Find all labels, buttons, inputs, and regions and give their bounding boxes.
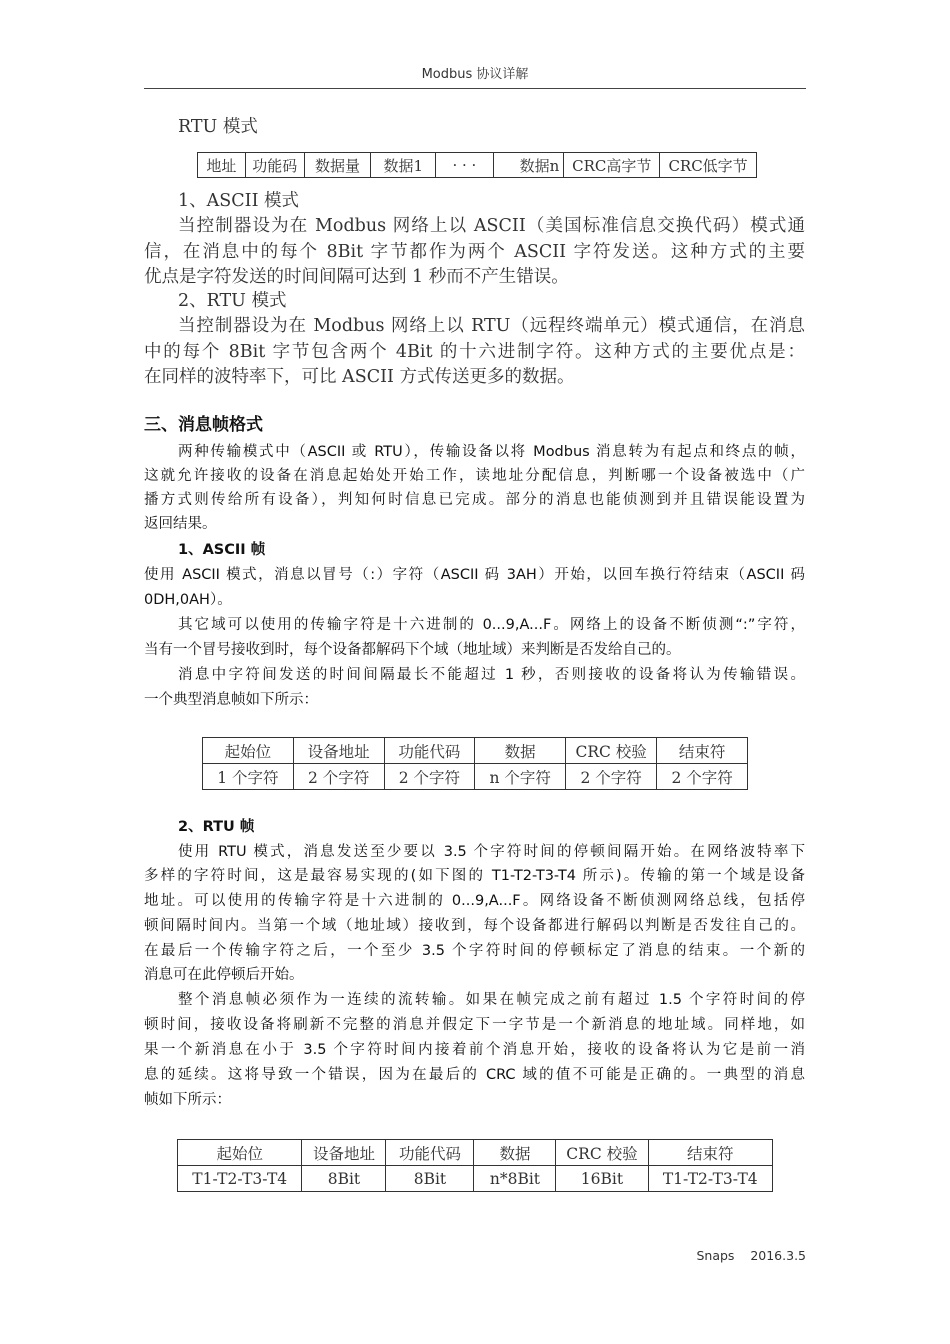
paragraph-line: 消息可在此停顿后开始。: [144, 967, 304, 983]
rtu-field-cell: 数据n: [493, 153, 564, 178]
paragraph-line: 在同样的波特率下，可比 ASCII 方式传送更多的数据。: [144, 367, 575, 387]
table-header-cell: CRC 校验: [556, 1140, 648, 1166]
paragraph-line: 地址。可以使用的传输字符是十六进制的 0...9,A...F。网络设备不断侦测网络总线，包括停: [144, 893, 805, 909]
table-header-cell: 结束符: [648, 1140, 773, 1166]
paragraph-line: 当有一个冒号接收到时，每个设备都解码下个域（地址域）来判断是否发给自己的。: [144, 642, 681, 658]
paragraph-line: 使用 ASCII 模式，消息以冒号（:）字符（ASCII 码 3AH）开始，以回车换行符结束（ASCII 码: [144, 567, 805, 583]
paragraph-line: 中的每个 8Bit 字节包含两个 4Bit 的十六进制字符。这种方式的主要优点是：: [144, 342, 805, 362]
table-cell: 8Bit: [302, 1166, 386, 1192]
table-cell: 2 个字符: [293, 764, 384, 790]
paragraph-line: 优点是字符发送的时间间隔可达到 1 秒而不产生错误。: [144, 267, 569, 287]
table-header-cell: 数据: [474, 1140, 556, 1166]
table-cell: n 个字符: [475, 764, 566, 790]
page-header: [144, 62, 806, 89]
table-header-cell: 数据: [475, 738, 566, 764]
table-cell: T1-T2-T3-T4: [648, 1166, 773, 1192]
table-cell: 1 个字符: [203, 764, 294, 790]
table-cell: 2 个字符: [566, 764, 657, 790]
paragraph-line: 果一个新消息在小于 3.5 个字符时间内接着前个消息开始，接收的设备将认为它是前一消: [144, 1042, 805, 1058]
paragraph-line: 两种传输模式中（ASCII 或 RTU），传输设备以将 Modbus 消息转为有起点和终点的帧，: [178, 444, 805, 460]
rtu-field-table: [197, 152, 757, 178]
paragraph-line: 其它域可以使用的传输字符是十六进制的 0...9,A...F。网络上的设备不断侦测“:”字符，: [178, 617, 805, 633]
table-header-cell: CRC 校验: [566, 738, 657, 764]
table-cell: T1-T2-T3-T4: [178, 1166, 302, 1192]
table-cell: 16Bit: [556, 1166, 648, 1192]
paragraph-line: 顿时间，接收设备将刷新不完整的消息并假定下一字节是一个新消息的地址域。同样地，如: [144, 1017, 805, 1033]
paragraph-line: 息的延续。这将导致一个错误，因为在最后的 CRC 域的值不可能是正确的。一典型的消息: [144, 1067, 805, 1083]
table-header-cell: 起始位: [203, 738, 294, 764]
paragraph-line: 消息中字符间发送的时间间隔最长不能超过 1 秒，否则接收的设备将认为传输错误。: [178, 667, 805, 683]
rtu-field-cell: 地址: [198, 153, 246, 178]
ascii-frame-heading: 1、ASCII 帧: [178, 542, 266, 558]
header-title: Modbus 协议详解: [421, 67, 529, 82]
paragraph-line: 在最后一个传输字符之后，一个至少 3.5 个字符时间的停顿标定了消息的结束。一个新的: [144, 943, 805, 959]
rtu-field-cell: · · ·: [436, 153, 494, 178]
table-header-cell: 功能代码: [386, 1140, 474, 1166]
rtu-mode-label: RTU 模式: [178, 117, 258, 137]
paragraph-line: 0DH,0AH）。: [144, 592, 232, 608]
section-title: 三、消息帧格式: [144, 415, 263, 435]
rtu-field-cell: CRC低字节: [660, 153, 757, 178]
rtu-field-cell: 功能码: [245, 153, 304, 178]
paragraph-line: 使用 RTU 模式，消息发送至少要以 3.5 个字符时间的停顿间隔开始。在网络波特率下: [178, 844, 805, 860]
ascii-mode-heading: 1、ASCII 模式: [178, 191, 300, 211]
rtu-frame-table: [177, 1139, 773, 1192]
rtu-mode-heading: 2、RTU 模式: [178, 291, 287, 311]
paragraph-line: 信，在消息中的每个 8Bit 字节都作为两个 ASCII 字符发送。这种方式的主要: [144, 242, 805, 262]
table-cell: 2 个字符: [384, 764, 475, 790]
paragraph-line: 这就允许接收的设备在消息起始处开始工作，读地址分配信息，判断哪一个设备被选中（广: [144, 468, 805, 484]
ascii-frame-table: [202, 737, 748, 790]
table-header-cell: 设备地址: [293, 738, 384, 764]
paragraph-line: 整个消息帧必须作为一连续的流转输。如果在帧完成之前有超过 1.5 个字符时间的停: [178, 992, 805, 1008]
table-header-cell: 结束符: [657, 738, 748, 764]
table-cell: 8Bit: [386, 1166, 474, 1192]
paragraph-line: 多样的字符时间，这是最容易实现的(如下图的 T1-T2-T3-T4 所示)。传输的第一个域是设备: [144, 868, 805, 884]
paragraph-line: 顿间隔时间内。当第一个域（地址域）接收到，每个设备都进行解码以判断是否发往自己的。: [144, 918, 805, 934]
table-header-cell: 功能代码: [384, 738, 475, 764]
paragraph-line: 当控制器设为在 Modbus 网络上以 RTU（远程终端单元）模式通信，在消息: [178, 316, 805, 336]
rtu-field-cell: 数据量: [304, 153, 371, 178]
paragraph-line: 播方式则传给所有设备），判知何时信息已完成。部分的消息也能侦测到并且错误能设置为: [144, 492, 805, 508]
page-footer: [696, 1248, 806, 1263]
table-cell: 2 个字符: [657, 764, 748, 790]
table-header-cell: 设备地址: [302, 1140, 386, 1166]
rtu-field-cell: 数据1: [371, 153, 436, 178]
paragraph-line: 帧如下所示：: [144, 1092, 231, 1108]
table-header-cell: 起始位: [178, 1140, 302, 1166]
table-cell: n*8Bit: [474, 1166, 556, 1192]
paragraph-line: 返回结果。: [144, 516, 217, 532]
rtu-frame-heading: 2、RTU 帧: [178, 819, 255, 835]
footer-text: Snaps 2016.3.5: [696, 1248, 806, 1263]
rtu-field-cell: CRC高字节: [564, 153, 660, 178]
paragraph-line: 当控制器设为在 Modbus 网络上以 ASCII（美国标准信息交换代码）模式通: [178, 216, 805, 236]
paragraph-line: 一个典型消息帧如下所示：: [144, 692, 318, 708]
